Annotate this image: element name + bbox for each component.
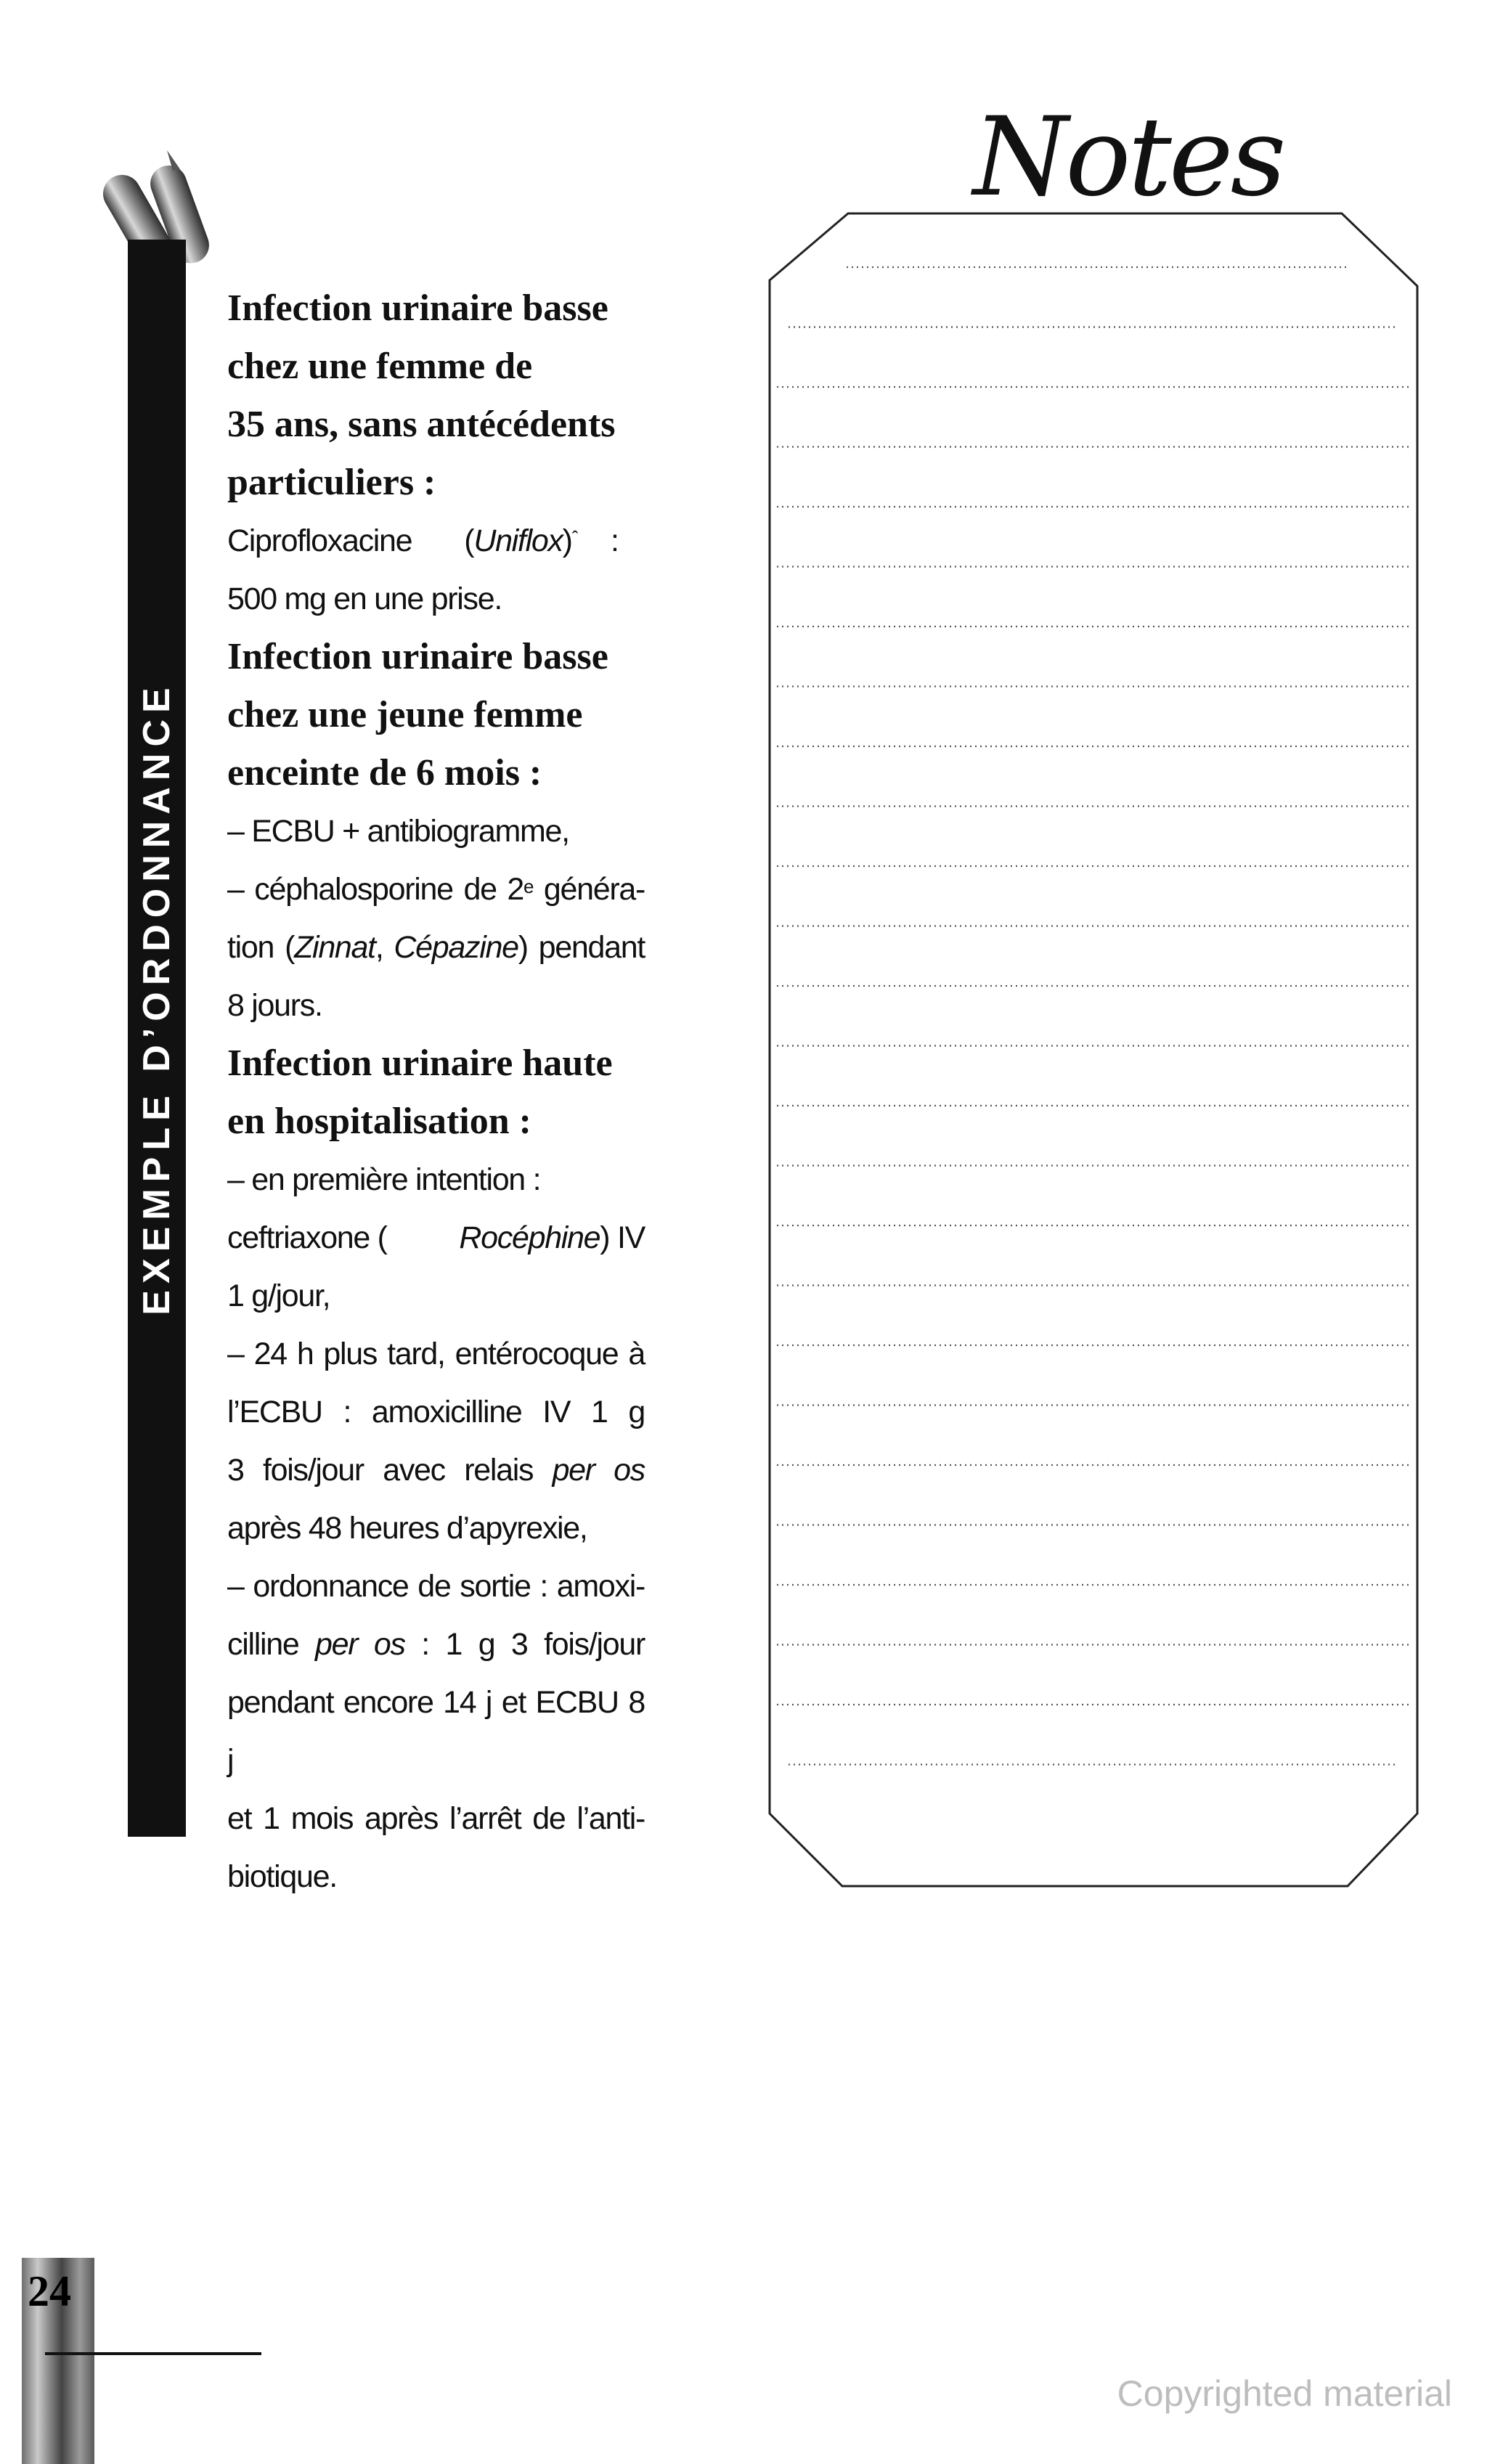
section-heading-line: en hospitalisation : — [227, 1101, 531, 1142]
prescription-line: après 48 heures d’apyrexie, — [227, 1511, 587, 1546]
prescription-line: biotique. — [227, 1859, 337, 1894]
section-label: EXEMPLE D’ORDONNANCE — [136, 681, 178, 1315]
prescription-line: 1 g/jour, — [227, 1278, 330, 1313]
section-heading-line: chez une jeune femme — [227, 694, 583, 735]
section-heading-line: particuliers : — [227, 462, 436, 503]
footer-divider — [45, 2352, 261, 2355]
section-heading-line: Infection urinaire basse — [227, 636, 608, 677]
section-heading-line: Infection urinaire haute — [227, 1043, 613, 1084]
notes-box — [767, 211, 1420, 1895]
prescription-line: pendant encore 14 j et ECBU 8 j — [227, 1685, 645, 1778]
prescription-line: 500 mg en une prise. — [227, 582, 502, 616]
section-heading-line: enceinte de 6 mois : — [227, 752, 542, 794]
prescription-line: – en première intention : — [227, 1162, 541, 1197]
prescription-examples — [227, 280, 645, 1906]
page-number: 24 — [28, 2267, 71, 2315]
prescription-line: – céphalosporine de 2e généra- — [227, 872, 645, 907]
prescription-line: – ECBU + antibiogramme, — [227, 814, 569, 849]
prescription-line: 3 fois/jour avec relais per os — [227, 1453, 645, 1488]
prescription-line: – 24 h plus tard, entérocoque à — [227, 1337, 645, 1371]
section-heading-line: Infection urinaire basse — [227, 287, 608, 329]
section-heading-line: chez une femme de — [227, 346, 533, 387]
prescription-line: cilline per os : 1 g 3 fois/jour — [227, 1627, 645, 1662]
prescription-line: 8 jours. — [227, 988, 322, 1023]
prescription-line: tion (Zinnat, Cépazine) pendant — [227, 930, 645, 965]
prescription-line: ceftriaxone ( Rocéphine) IV — [227, 1220, 645, 1255]
prescription-line: et 1 mois après l’arrêt de l’anti- — [227, 1801, 645, 1836]
copyright-watermark: Copyrighted material — [1117, 2373, 1452, 2414]
prescription-line: l’ECBU : amoxicilline IV 1 g — [227, 1395, 645, 1429]
prescription-line: Ciprofloxacine (Uniflox)$^ˆ$ : — [227, 523, 619, 558]
prescription-line: – ordonnance de sortie : amoxi- — [227, 1569, 645, 1604]
notes-title: Notes — [973, 94, 1284, 221]
section-heading-line: 35 ans, sans antécédents — [227, 404, 616, 445]
